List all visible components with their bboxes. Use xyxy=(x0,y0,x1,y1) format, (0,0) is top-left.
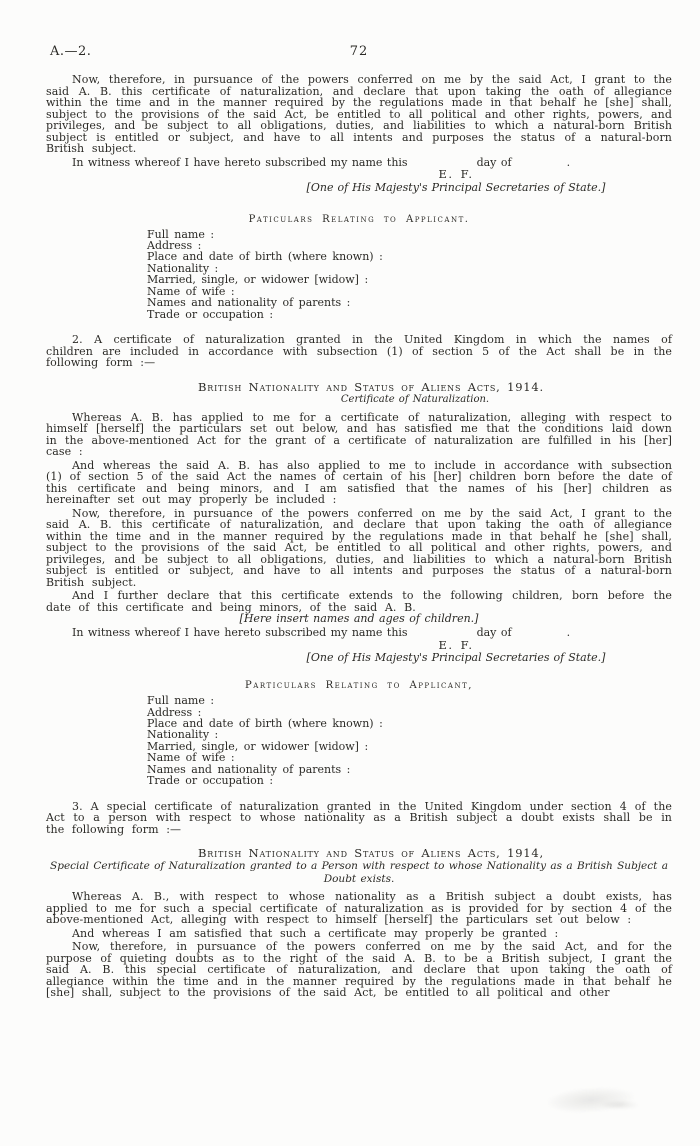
document-body xyxy=(46,74,672,999)
witness-line xyxy=(46,157,672,169)
signature-name: E. F. xyxy=(438,637,474,652)
signature-name: E. F. xyxy=(438,167,474,181)
field-label: Name of wife : xyxy=(147,284,235,298)
particulars-fields xyxy=(46,695,672,787)
paragraph-grant: Now, therefore, in pursuance of the powers conferred on me by the said Act, I grant to the said A. B. this certificate of naturalization, and declare that upon taking the oath of allegiance within the time and in the manner required by the regulations made in that behalf he [she] shall, subject to the provisions of the said Act, be entitled to all political and other rights, powers, and privileges, and be subject to all obligations, duties, and liabilities to which a natural-born British subject is entitled or subject, and have to all intents and purposes the status of a natural-born British subject. xyxy=(46,506,672,589)
particulars-heading: Paticulars Relating to Applicant. xyxy=(248,213,470,225)
certificate-title: Certificate of Naturalization. xyxy=(340,393,490,405)
page-number: 72 xyxy=(349,44,369,59)
paragraph-clause-3: 3. A special certificate of naturalization granted in the United Kingdom under section 4 of the Act to a person with respect to whose nationality as a British subject a doubt exists shall be in the following form :— xyxy=(46,799,672,836)
field-label: Married, single, or widower [widow] : xyxy=(147,273,369,287)
paragraph-clause-2: 2. A certificate of naturalization granted in the United Kingdom in which the names of children are included in accordance with subsection (1) of section 5 of the Act shall be in the following form :— xyxy=(46,333,672,370)
signature-title: [One of His Majesty's Principal Secretaries of State.] xyxy=(306,651,606,665)
insert-note: [Here insert names and ages of children.] xyxy=(239,612,479,626)
particulars-heading: Particulars Relating to Applicant, xyxy=(245,680,473,692)
witness-text: In witness whereof I have hereto subscribed my name this xyxy=(72,155,408,169)
signature-block xyxy=(240,639,672,665)
field-label: Place and date of birth (where known) : xyxy=(147,717,383,731)
signature-title: [One of His Majesty's Principal Secretaries of State.] xyxy=(306,180,606,194)
field-label: Place and date of birth (where known) : xyxy=(147,250,383,264)
paragraph-grant: Now, therefore, in pursuance of the powers conferred on me by the said Act, I grant to the said A. B. this certificate of naturalization, and declare that upon taking the oath of allegiance within the time and in the manner required by the regulations made in that behalf he [she] shall, subject to the provisions of the said Act, be entitled to all political and other rights, powers, and privileges, and be subject to all obligations, duties, and liabilities to which a natural-born British subject is entitled or subject, and have to all intents and purposes the status of a natural-born British subject. xyxy=(46,73,672,155)
field-label: Nationality : xyxy=(147,261,219,275)
paragraph-children: And I further declare that this certificate extends to the following children, born before the date of this certificate and being minors, of the said A. B. xyxy=(46,589,672,614)
witness-period: . xyxy=(566,626,571,640)
field-label: Address : xyxy=(147,705,202,719)
field-label: Full name : xyxy=(147,694,215,708)
field-label: Trade or occupation : xyxy=(147,774,274,788)
field-label: Name of wife : xyxy=(147,751,235,765)
paragraph-whereas: Whereas A. B. has applied to me for a certificate of naturalization, alleging with respect to himself [herself] the particulars set out below, and has satisfied me that the conditions laid down in the above-mentioned Act for the grant of a certificate of naturalization are fulfilled in his [her] case : xyxy=(46,410,672,459)
paragraph-and-whereas: And whereas the said A. B. has also applied to me to include in accordance with subsection (1) of section 5 of the said Act the names of certain of his [her] children born before the date of this certificate and being minors, and I am satisfied that the names of his [her] children as hereinafter set out may properly be included : xyxy=(46,458,672,507)
field-label: Nationality : xyxy=(147,728,219,742)
field-label: Trade or occupation : xyxy=(147,307,274,321)
witness-line xyxy=(46,627,672,639)
paragraph-satisfied: And whereas I am satisfied that such a certificate may properly be granted : xyxy=(72,926,559,940)
signature-block xyxy=(240,168,672,194)
field-label: Full name : xyxy=(147,227,215,241)
field-label: Names and nationality of parents : xyxy=(147,296,351,310)
act-heading: British Nationality and Status of Aliens Acts, 1914, xyxy=(198,846,544,861)
document-reference: A.—2. xyxy=(50,44,92,59)
paragraph-grant: Now, therefore, in pursuance of the powers conferred on me by the said Act, and for the purpose of quieting doubts as to the right of the said A. B. to be a British subject, I grant the said A. B. this special certificate of naturalization, and declare that upon taking the oath of allegiance within the time and in the manner required by the regulations made in that behalf he [she] shall, subject to the provisions of the said Act, be entitled to all political and other xyxy=(46,940,672,1000)
witness-day-of: day of xyxy=(476,626,512,640)
field-label: Names and nationality of parents : xyxy=(147,762,351,776)
field-label: Married, single, or widower [widow] : xyxy=(147,739,369,753)
paragraph-whereas: Whereas A. B., with respect to whose nationality as a British subject a doubt exists, has applied to me for such a special certificate of naturalization as is provided for by section 4 of the above-mentioned Act, alleging with respect to himself [herself] the particulars set out below : xyxy=(46,890,672,927)
field-label: Address : xyxy=(147,238,202,252)
witness-period: . xyxy=(566,155,571,169)
act-heading: British Nationality and Status of Aliens Acts, 1914. xyxy=(198,379,544,394)
witness-day-of: day of xyxy=(476,155,512,169)
scan-smudge xyxy=(547,1085,634,1115)
scan-smudge xyxy=(600,1100,640,1110)
witness-text: In witness whereof I have hereto subscribed my name this xyxy=(72,626,408,640)
page-header xyxy=(46,44,672,60)
certificate-title: Special Certificate of Naturalization granted to a Person with respect to whose Nationality as a British Subject a Doubt exists. xyxy=(50,860,668,885)
particulars-fields xyxy=(46,229,672,321)
